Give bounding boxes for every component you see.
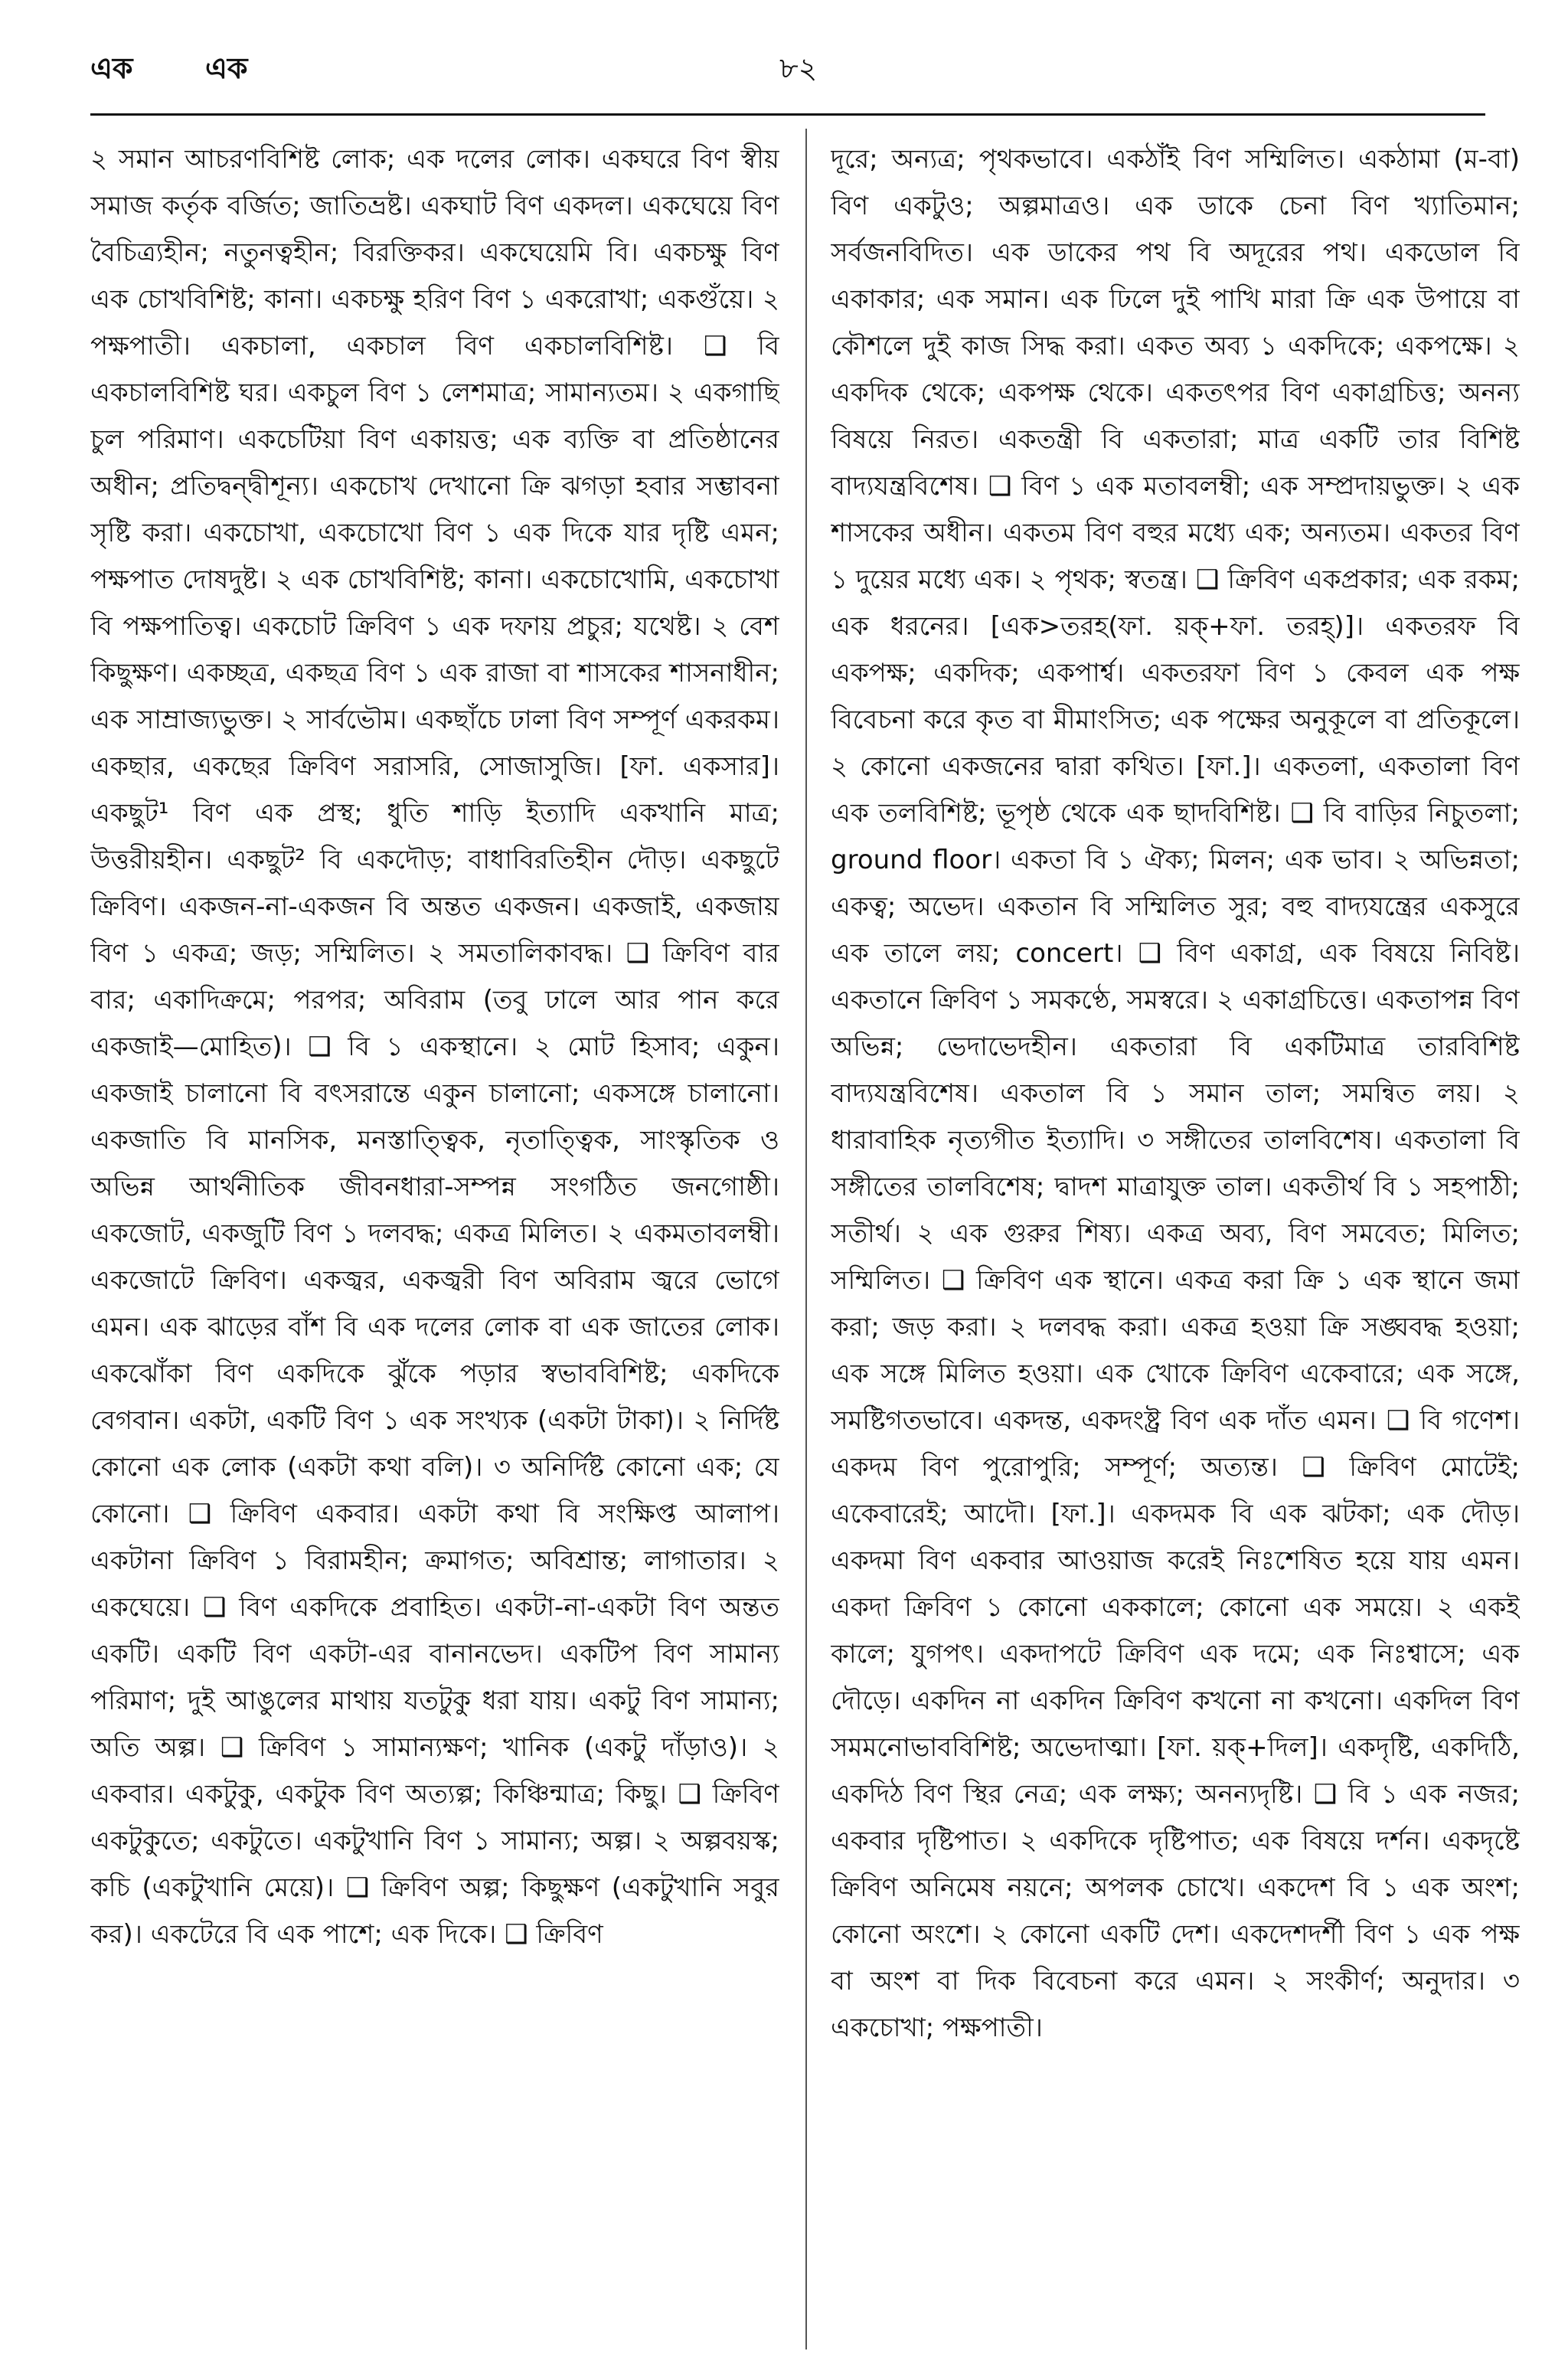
right-column-text: দূরে; অন্যত্র; পৃথকভাবে। একঠাঁই বিণ সম্মিলিত। একঠামা (ম-বা) বিণ একটুও; অল্পমাত্রও। এক ডাকে চেনা বিণ খ্যাতিমান; সর্বজনবিদিত। এক ডাকের পথ বি অদূরের পথ। একডোল বি একাকার; এক সমান। এক ঢিলে দুই পাখি মারা ক্রি এক উপায়ে বা কৌশলে দুই কাজ সিদ্ধ করা। একত অব্য ১ একদিকে; একপক্ষে। ২ একদিক থেকে; একপক্ষ থেকে। একতৎপর বিণ একাগ্রচিত্ত; অনন্য বিষয়ে নিরত। একতন্ত্রী বি একতারা; মাত্র একটি তার বিশিষ্ট বাদ্যযন্ত্রবিশেষ। ❑ বিণ ১ এক মতাবলম্বী; এক সম্প্রদায়ভুক্ত। ২ এক শাসকের অধীন। একতম বিণ বহুর মধ্যে এক; অন্যতম। একতর বিণ ১ দুয়ের মধ্যে এক। ২ পৃথক; স্বতন্ত্র। ❑ ক্রিবিণ একপ্রকার; এক রকম; এক ধরনের। [এক>তরহ(ফা. য়ক্+ফা. তরহ্)]। একতরফ বি একপক্ষ; একদিক; একপার্শ্ব। একতরফা বিণ ১ কেবল এক পক্ষ বিবেচনা করে কৃত বা মীমাংসিত; এক পক্ষের অনুকূলে বা প্রতিকূলে। ২ কোনো একজনের দ্বারা কথিত। [ফা.]। একতলা, একতালা বিণ এক তলবিশিষ্ট; ভূপৃষ্ঠ থেকে এক ছাদবিশিষ্ট। ❑ বি বাড়ির নিচুতলা; ground floor। একতা বি ১ ঐক্য; মিলন; এক ভাব। ২ অভিন্নতা; একত্ব; অভেদ। একতান বি সম্মিলিত সুর; বহু বাদ্যযন্ত্রের একসুরে এক তালে লয়; concert। ❑ বিণ একাগ্র, এক বিষয়ে নিবিষ্ট। একতানে ক্রিবিণ ১ সমকণ্ঠে, সমস্বরে। ২ একাগ্রচিত্তে। একতাপন্ন বিণ অভিন্ন; ভেদাভেদহীন। একতারা বি একটিমাত্র তারবিশিষ্ট বাদ্যযন্ত্রবিশেষ। একতাল বি ১ সমান তাল; সমন্বিত লয়। ২ ধারাবাহিক নৃত্যগীত ইত্যাদি। ৩ সঙ্গীতের তালবিশেষ। একতালা বি সঙ্গীতের তালবিশেষ; দ্বাদশ মাত্রাযুক্ত তাল। একতীর্থ বি ১ সহপাঠী; সতীর্থ। ২ এক গুরুর শিষ্য। একত্র অব্য, বিণ সমবেত; মিলিত; সম্মিলিত। ❑ ক্রিবিণ এক স্থানে। একত্র করা ক্রি ১ এক স্থানে জমা করা; জড় করা। ২ দলবদ্ধ করা। একত্র হওয়া ক্রি সঙ্ঘবদ্ধ হওয়া; এক সঙ্গে মিলিত হওয়া। এক খোকে ক্রিবিণ একেবারে; এক সঙ্গে, সমষ্টিগতভাবে। একদন্ত, একদংষ্ট্র বিণ এক দাঁত এমন। ❑ বি গণেশ। একদম বিণ পুরোপুরি; সম্পূর্ণ; অত্যন্ত। ❑ ক্রিবিণ মোটেই; একেবারেই; আদৌ। [ফা.]। একদমক বি এক ঝটকা; এক দৌড়। একদমা বিণ একবার আওয়াজ করেই নিঃশেষিত হয়ে যায় এমন। একদা ক্রিবিণ ১ কোনো এককালে; কোনো এক সময়ে। ২ একই কালে; যুগপৎ। একদাপটে ক্রিবিণ এক দমে; এক নিঃশ্বাসে; এক দৌড়ে। একদিন না একদিন ক্রিবিণ কখনো না কখনো। একদিল বিণ সমমনোভাববিশিষ্ট; অভেদাত্মা। [ফা. য়ক্+দিল]। একদৃষ্টি, একদিঠি, একদিঠ বিণ স্থির নেত্র; এক লক্ষ্য; অনন্যদৃষ্টি। ❑ বি ১ এক নজর; একবার দৃষ্টিপাত। ২ একদিকে দৃষ্টিপাত; এক বিষয়ে দর্শন। একদৃষ্টে ক্রিবিণ অনিমেষ নয়নে; অপলক চোখে। একদেশ বি ১ এক অংশ; কোনো অংশে। ২ কোনো একটি দেশ। একদেশদর্শী বিণ ১ এক পক্ষ বা অংশ বা দিক বিবেচনা করে এমন। ২ সংকীর্ণ; অনুদার। ৩ একচোখা; পক্ষপাতী। bbox=[831, 144, 1520, 2043]
column-divider bbox=[805, 129, 807, 2349]
right-column bbox=[831, 136, 1520, 2349]
left-column bbox=[90, 136, 779, 2349]
page-number: ৮২ bbox=[779, 51, 818, 85]
guide-word-last: এক bbox=[205, 51, 248, 85]
guide-word-first: এক bbox=[90, 51, 133, 85]
running-header bbox=[90, 46, 1491, 100]
header-rule bbox=[90, 113, 1485, 116]
left-column-text: ২ সমান আচরণবিশিষ্ট লোক; এক দলের লোক। একঘরে বিণ স্বীয় সমাজ কর্তৃক বর্জিত; জাতিভ্রষ্ট। একঘাট বিণ একদল। একঘেয়ে বিণ বৈচিত্র্যহীন; নতুনত্বহীন; বিরক্তিকর। একঘেয়েমি বি। একচক্ষু বিণ এক চোখবিশিষ্ট; কানা। একচক্ষু হরিণ বিণ ১ একরোখা; একগুঁয়ে। ২ পক্ষপাতী। একচালা, একচাল বিণ একচালবিশিষ্ট। ❑ বি একচালবিশিষ্ট ঘর। একচুল বিণ ১ লেশমাত্র; সামান্যতম। ২ একগাছি চুল পরিমাণ। একচেটিয়া বিণ একায়ত্ত; এক ব্যক্তি বা প্রতিষ্ঠানের অধীন; প্রতিদ্বন্দ্বীশূন্য। একচোখ দেখানো ক্রি ঝগড়া হবার সম্ভাবনা সৃষ্টি করা। একচোখা, একচোখো বিণ ১ এক দিকে যার দৃষ্টি এমন; পক্ষপাত দোষদুষ্ট। ২ এক চোখবিশিষ্ট; কানা। একচোখোমি, একচোখা বি পক্ষপাতিত্ব। একচোট ক্রিবিণ ১ এক দফায় প্রচুর; যথেষ্ট। ২ বেশ কিছুক্ষণ। একচ্ছত্র, একছত্র বিণ ১ এক রাজা বা শাসকের শাসনাধীন; এক সাম্রাজ্যভুক্ত। ২ সার্বভৌম। একছাঁচে ঢালা বিণ সম্পূর্ণ একরকম। একছার, একছের ক্রিবিণ সরাসরি, সোজাসুজি। [ফা. একসার]। একছুট¹ বিণ এক প্রস্থ; ধুতি শাড়ি ইত্যাদি একখানি মাত্র; উত্তরীয়হীন। একছুট² বি একদৌড়; বাধাবিরতিহীন দৌড়। একছুটে ক্রিবিণ। একজন-না-একজন বি অন্তত একজন। একজাই, একজায় বিণ ১ একত্র; জড়; সম্মিলিত। ২ সমতালিকাবদ্ধ। ❑ ক্রিবিণ বার বার; একাদিক্রমে; পরপর; অবিরাম (তবু ঢালে আর পান করে একজাই—মোহিত)। ❑ বি ১ একস্থানে। ২ মোট হিসাব; একুন। একজাই চালানো বি বৎসরান্তে একুন চালানো; একসঙ্গে চালানো। একজাতি বি মানসিক, মনস্তাত্ত্বিক, নৃতাত্ত্বিক, সাংস্কৃতিক ও অভিন্ন আর্থনীতিক জীবনধারা-সম্পন্ন সংগঠিত জনগোষ্ঠী। একজোট, একজুটি বিণ ১ দলবদ্ধ; একত্র মিলিত। ২ একমতাবলম্বী। একজোটে ক্রিবিণ। একজ্বর, একজ্বরী বিণ অবিরাম জ্বরে ভোগে এমন। এক ঝাড়ের বাঁশ বি এক দলের লোক বা এক জাতের লোক। একঝোঁকা বিণ একদিকে ঝুঁকে পড়ার স্বভাববিশিষ্ট; একদিকে বেগবান। একটা, একটি বিণ ১ এক সংখ্যক (একটা টাকা)। ২ নির্দিষ্ট কোনো এক লোক (একটা কথা বলি)। ৩ অনির্দিষ্ট কোনো এক; যে কোনো। ❑ ক্রিবিণ একবার। একটা কথা বি সংক্ষিপ্ত আলাপ। একটানা ক্রিবিণ ১ বিরামহীন; ক্রমাগত; অবিশ্রান্ত; লাগাতার। ২ একঘেয়ে। ❑ বিণ একদিকে প্রবাহিত। একটা-না-একটা বিণ অন্তত একটি। একটি বিণ একটা-এর বানানভেদ। একটিপ বিণ সামান্য পরিমাণ; দুই আঙুলের মাথায় যতটুকু ধরা যায়। একটু বিণ সামান্য; অতি অল্প। ❑ ক্রিবিণ ১ সামান্যক্ষণ; খানিক (একটু দাঁড়াও)। ২ একবার। একটুকু, একটুক বিণ অত্যল্প; কিঞ্চিন্মাত্র; কিছু। ❑ ক্রিবিণ একটুকুতে; একটুতে। একটুখানি বিণ ১ সামান্য; অল্প। ২ অল্পবয়স্ক; কচি (একটুখানি মেয়ে)। ❑ ক্রিবিণ অল্প; কিছুক্ষণ (একটুখানি সবুর কর)। একটেরে বি এক পাশে; এক দিকে। ❑ ক্রিবিণ bbox=[90, 144, 779, 1950]
